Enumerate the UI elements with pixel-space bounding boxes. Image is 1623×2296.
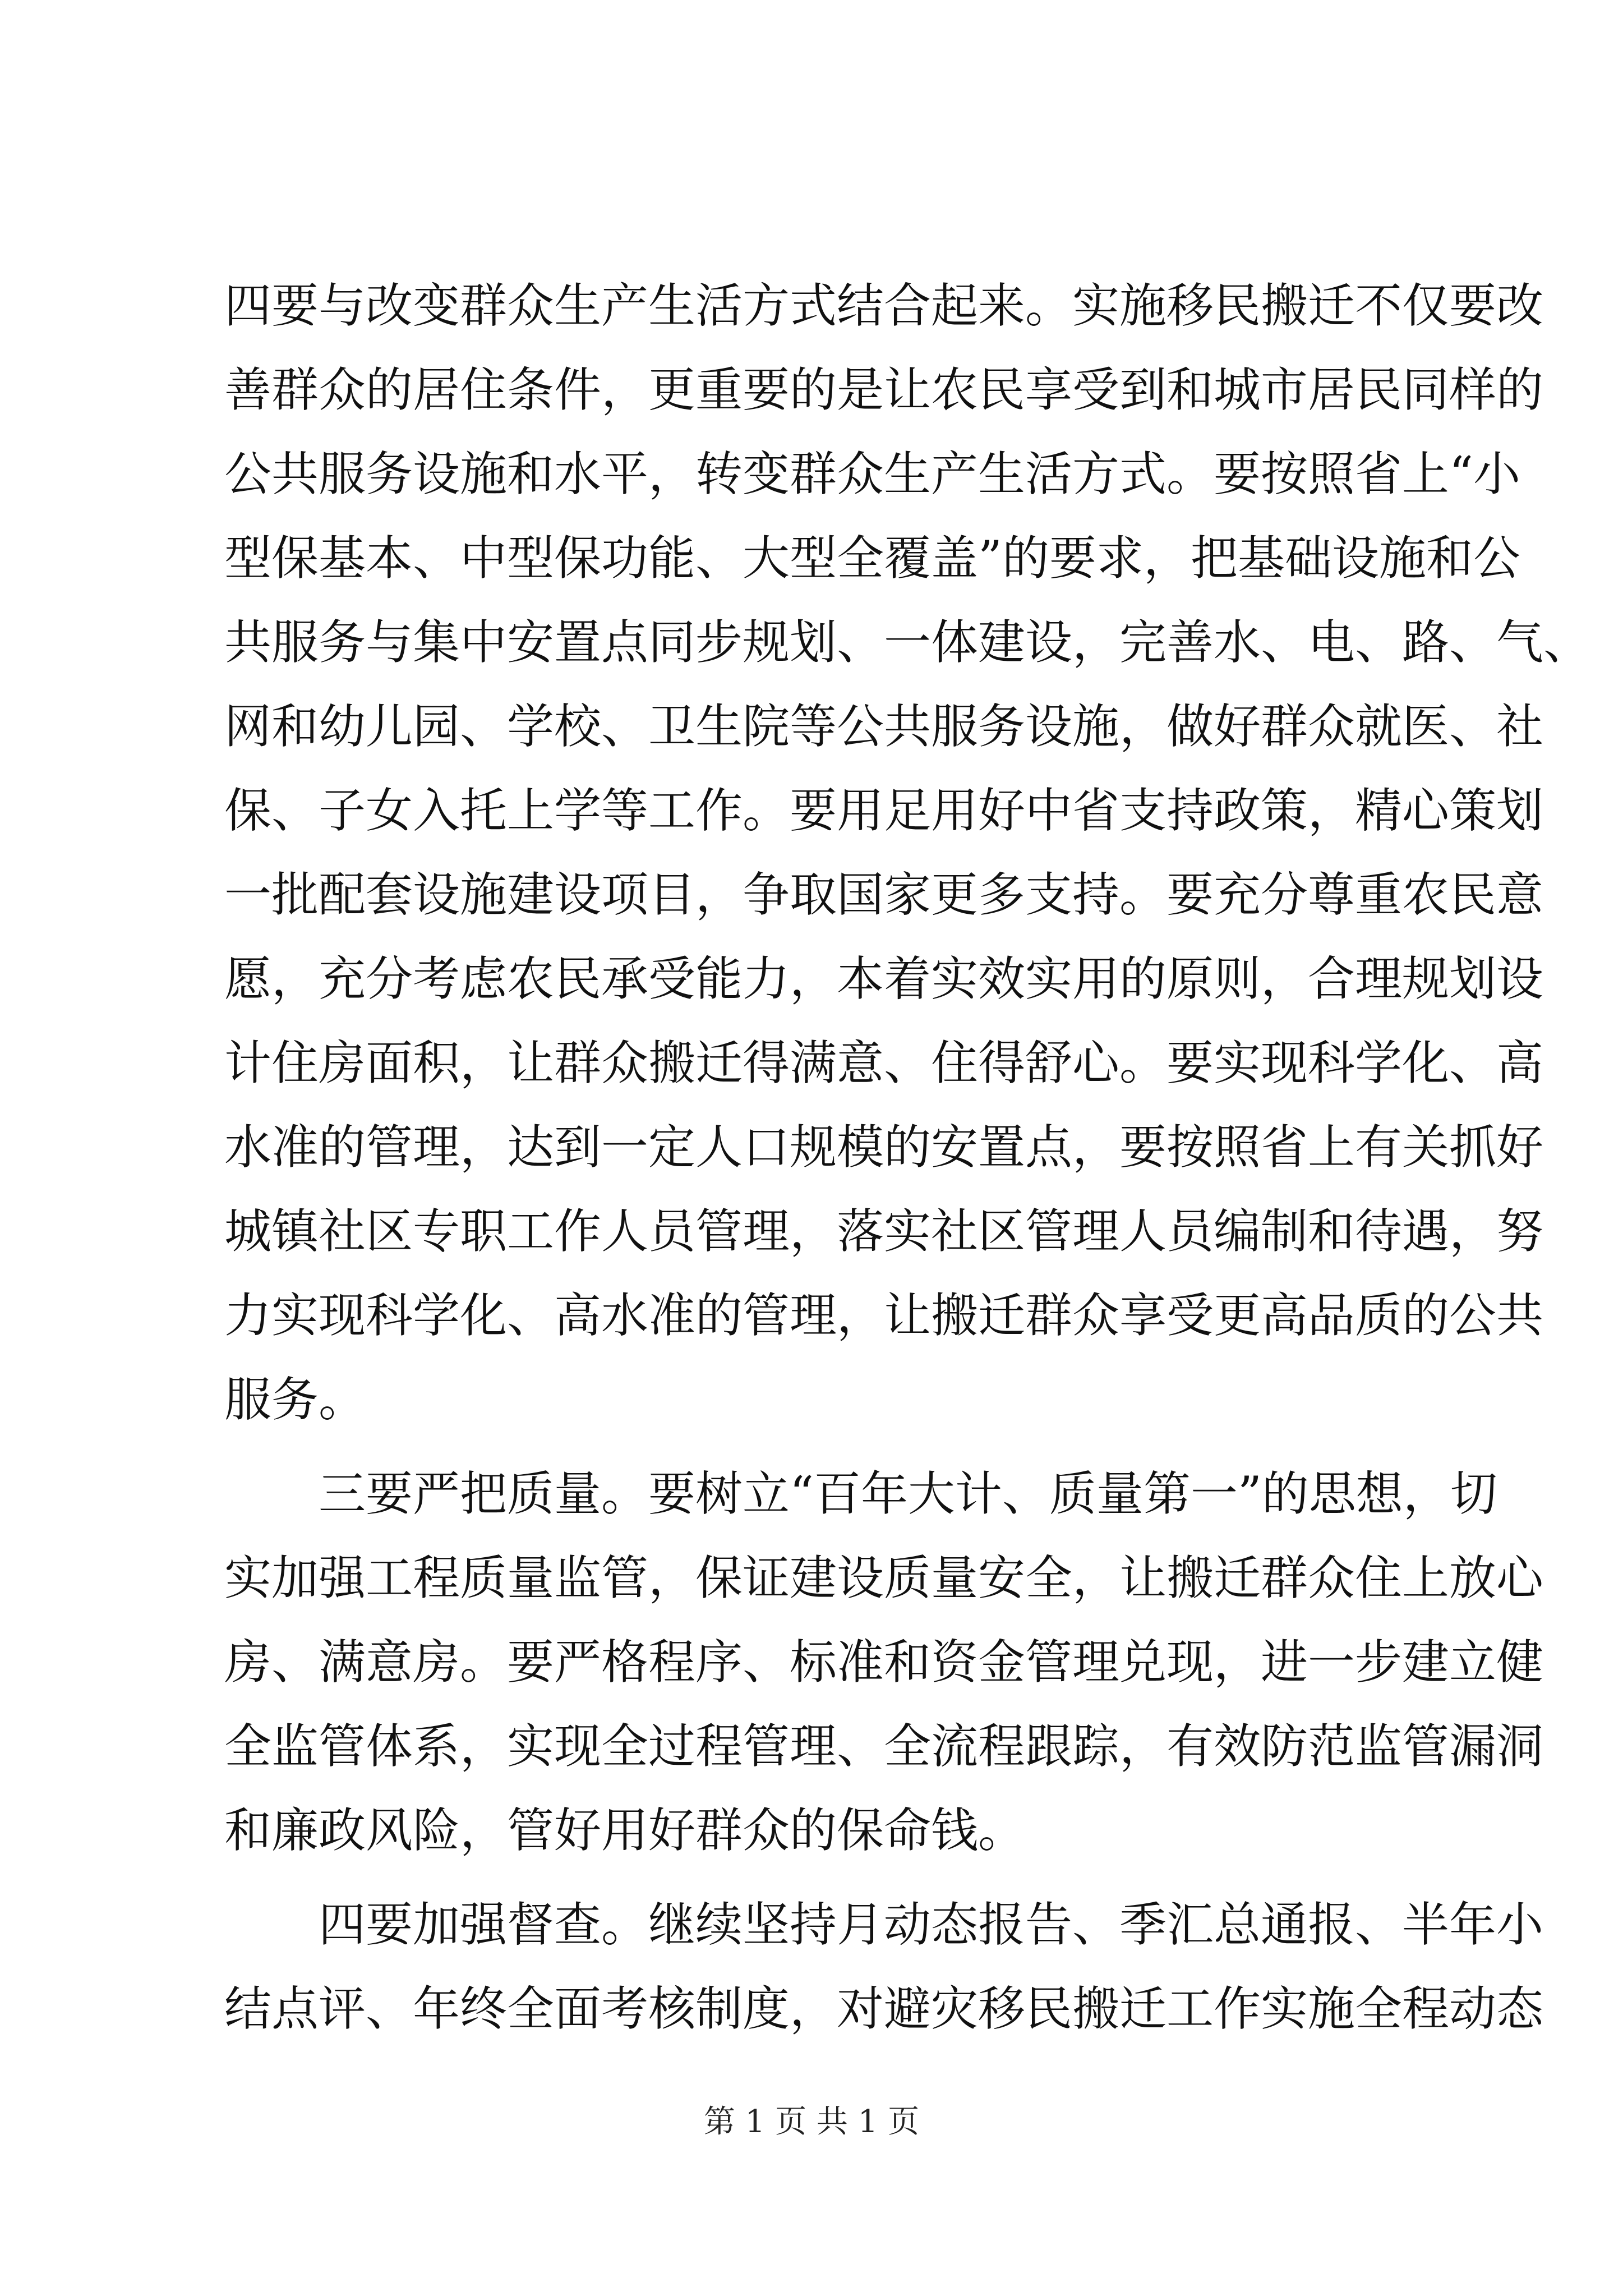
page-number-footer: 第 1 页 共 1 页 [703, 2104, 920, 2140]
text-line: 公共服务设施和水平，转变群众生产生活方式。要按照省上“小 [224, 447, 1520, 501]
text-line: 水准的管理，达到一定人口规模的安置点，要按照省上有关抓好 [224, 1120, 1544, 1175]
text-line: 计住房面积，让群众搬迁得满意、住得舒心。要实现科学化、高 [224, 1036, 1544, 1091]
paragraph-1 [224, 264, 1591, 1442]
text-line: 力实现科学化、高水准的管理，让搬迁群众享受更高品质的公共 [224, 1288, 1544, 1343]
document-body [224, 264, 1591, 2051]
paragraph-2 [224, 1452, 1544, 1872]
text-line: 愿，充分考虑农民承受能力，本着实效实用的原则，合理规划设 [224, 951, 1544, 1006]
paragraph-3 [224, 1883, 1544, 2051]
text-line: 型保基本、中型保功能、大型全覆盖”的要求，把基础设施和公 [224, 531, 1520, 586]
text-line: 共服务与集中安置点同步规划、一体建设，完善水、电、路、气、 [224, 615, 1591, 670]
text-line: 一批配套设施建设项目，争取国家更多支持。要充分尊重农民意 [224, 867, 1544, 922]
text-line: 保、子女入托上学等工作。要用足用好中省支持政策，精心策划 [224, 783, 1544, 838]
text-line: 城镇社区专职工作人员管理，落实社区管理人员编制和待遇，努 [224, 1204, 1544, 1259]
text-line: 实加强工程质量监管，保证建设质量安全，让搬迁群众住上放心 [224, 1550, 1544, 1605]
text-line: 三要严把质量。要树立“百年大计、质量第一”的思想，切 [224, 1466, 1497, 1521]
text-line: 四要加强督查。继续坚持月动态报告、季汇总通报、半年小 [224, 1897, 1544, 1952]
text-line: 四要与改变群众生产生活方式结合起来。实施移民搬迁不仅要改 [224, 278, 1544, 333]
text-line: 和廉政风险，管好用好群众的保命钱。 [224, 1803, 1026, 1858]
text-line: 结点评、年终全面考核制度，对避灾移民搬迁工作实施全程动态 [224, 1981, 1544, 2036]
paragraph-gap [224, 1872, 1430, 1883]
text-line: 房、满意房。要严格程序、标准和资金管理兑现，进一步建立健 [224, 1635, 1544, 1690]
text-line: 全监管体系，实现全过程管理、全流程跟踪，有效防范监管漏洞 [224, 1719, 1544, 1774]
text-line: 服务。 [224, 1372, 366, 1427]
text-line: 网和幼儿园、学校、卫生院等公共服务设施，做好群众就医、社 [224, 699, 1544, 754]
text-line: 善群众的居住条件，更重要的是让农民享受到和城市居民同样的 [224, 362, 1544, 417]
paragraph-gap [224, 1442, 1430, 1452]
